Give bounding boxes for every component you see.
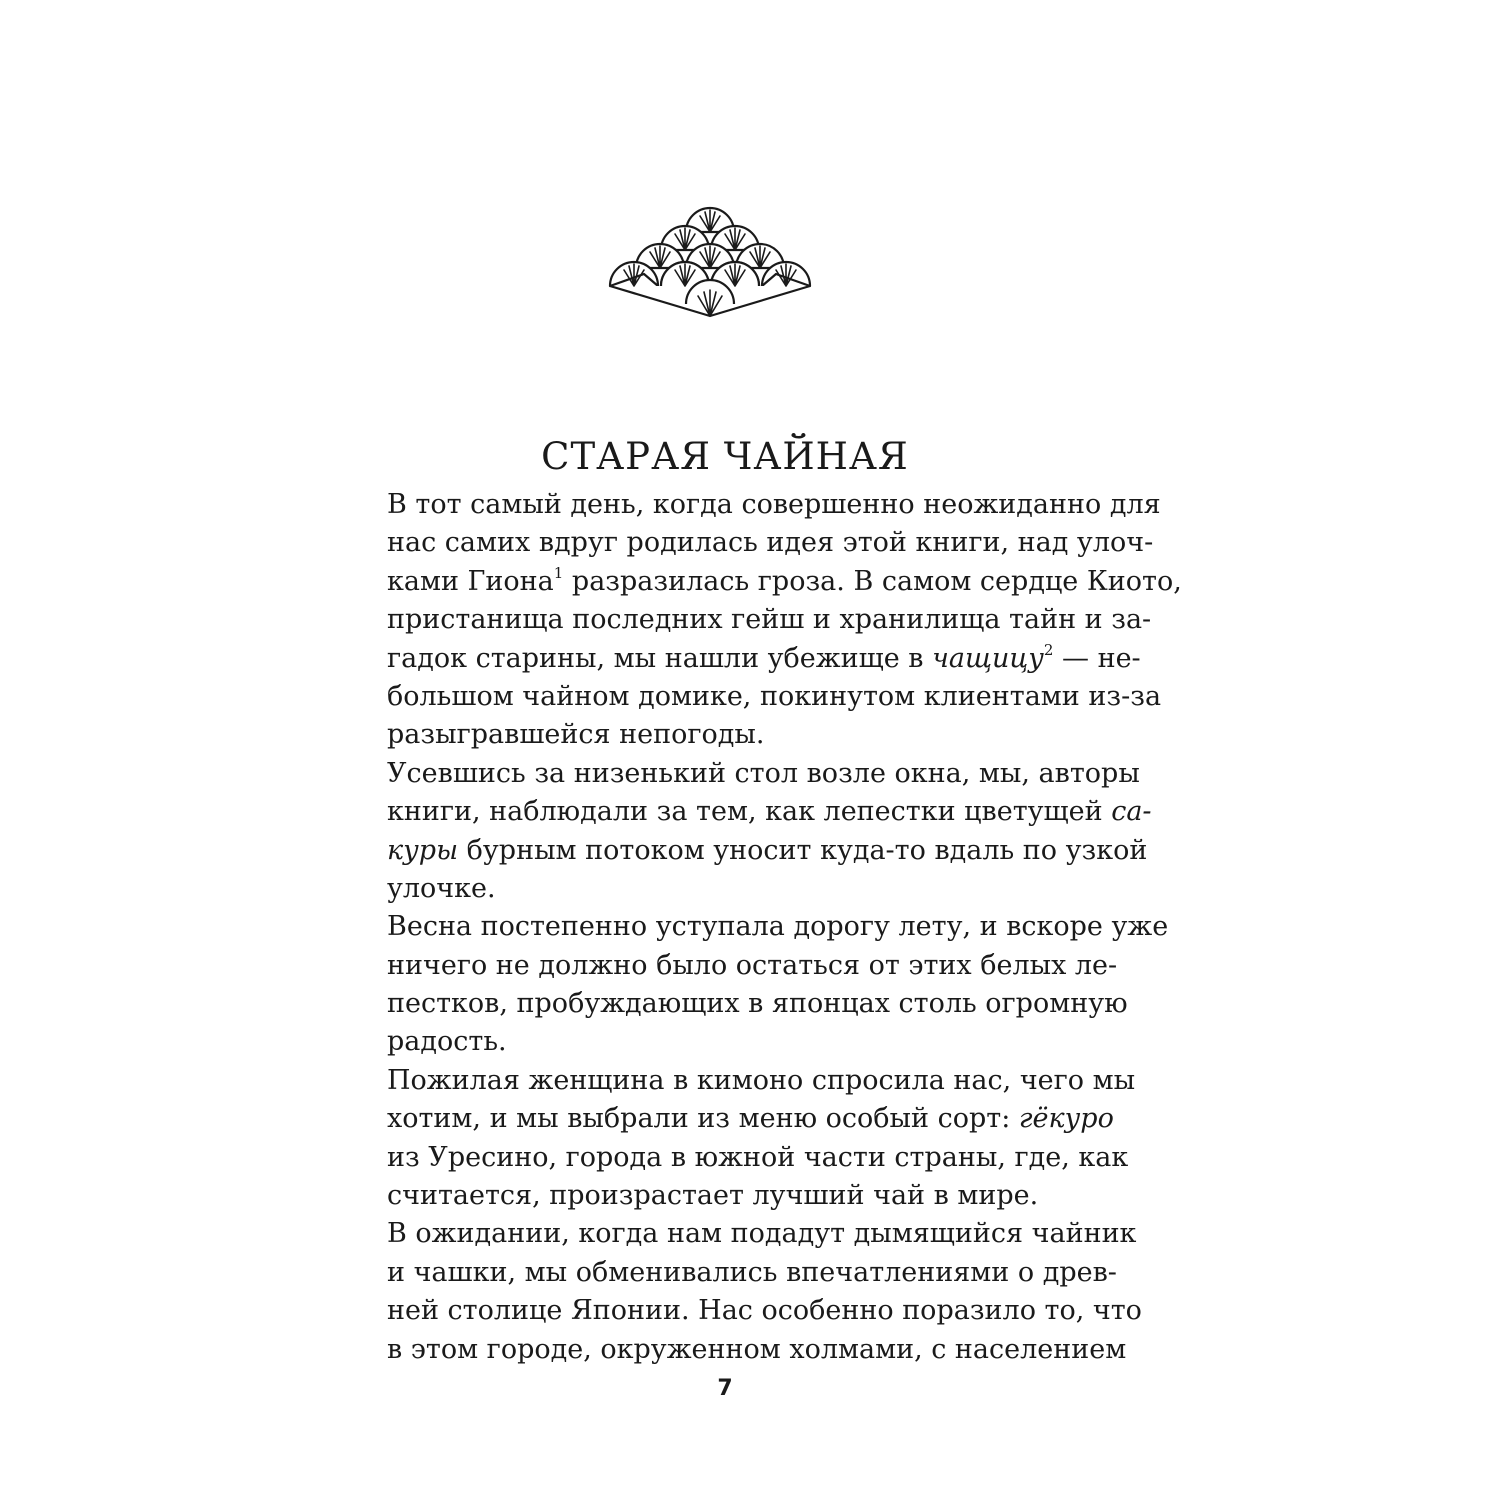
text-run: Пожилая женщина в кимоно спросила нас, чего мы	[387, 1064, 1136, 1096]
page-number: 7	[717, 1376, 733, 1401]
text-line	[387, 640, 1141, 678]
text-run: из Уресино, города в южной части страны, где, как	[387, 1141, 1129, 1173]
text-line	[387, 678, 1162, 716]
italic-term: са-	[1111, 796, 1152, 828]
text-line	[387, 793, 1152, 831]
text-line	[387, 1139, 1129, 1177]
text-run: нас самих вдруг родилась идея этой книги, над улоч-	[387, 527, 1154, 559]
text-run: Весна постепенно уступала дорогу лету, и вскоре уже	[387, 911, 1169, 943]
text-run: считается, произрастает лучший чай в мире.	[387, 1180, 1039, 1212]
text-line	[387, 908, 1169, 946]
text-run: хотим, и мы выбрали из меню особый сорт:	[387, 1103, 1019, 1135]
sakura-wave-ornament-icon	[604, 192, 816, 320]
text-run: книги, наблюдали за тем, как лепестки цветущей	[387, 796, 1112, 828]
italic-term: гёкуро	[1018, 1103, 1114, 1135]
text-run: бурным потоком уносит куда-то вдаль по узкой	[458, 834, 1148, 866]
text-line	[387, 947, 1118, 985]
text-run: улочке.	[387, 872, 496, 904]
text-run: В тот самый день, когда совершенно неожиданно для	[387, 489, 1161, 520]
text-line	[387, 1331, 1127, 1369]
text-line	[387, 716, 1075, 754]
text-line	[387, 524, 1154, 562]
text-run: большом чайном домике, покинутом клиентами из-за	[387, 680, 1162, 712]
text-run: разразилась гроза. В самом сердце Киото,	[563, 565, 1182, 597]
text-line	[387, 1023, 1075, 1061]
text-run: Усевшись за низенький стол возле окна, мы, авторы	[387, 757, 1140, 789]
chapter-title: СТАРАЯ ЧАЙНАЯ	[541, 434, 909, 478]
text-line	[387, 1254, 1117, 1292]
text-run: в этом городе, окруженном холмами, с населением	[387, 1333, 1127, 1365]
text-line	[387, 870, 1075, 908]
text-run: гадок старины, мы нашли убежище в	[387, 642, 933, 674]
text-line	[387, 1215, 1137, 1253]
text-line	[387, 985, 1128, 1023]
text-line	[387, 486, 1161, 524]
text-run: пристанища последних гейш и хранилища тайн и за-	[387, 604, 1152, 636]
text-run: ничего не должно было остаться от этих белых ле-	[387, 949, 1118, 981]
italic-term: чащицу	[932, 642, 1044, 674]
text-line	[387, 1292, 1142, 1330]
body-text	[387, 486, 1182, 1369]
footnote-marker: 2	[1043, 640, 1054, 659]
text-run: и чашки, мы обменивались впечатлениями о древ-	[387, 1256, 1117, 1288]
text-run: ками Гиона	[387, 565, 554, 597]
text-line	[387, 563, 1182, 601]
italic-term: куры	[387, 834, 459, 866]
text-run: ней столице Японии. Нас особенно поразило то, что	[387, 1295, 1142, 1327]
text-line	[387, 755, 1140, 793]
text-line	[387, 832, 1148, 870]
text-run: — не-	[1053, 642, 1141, 674]
text-run: В ожидании, когда нам подадут дымящийся чайник	[387, 1218, 1137, 1250]
text-run: радость.	[387, 1026, 507, 1058]
text-line	[387, 601, 1152, 639]
text-line	[387, 1177, 1075, 1215]
text-line	[387, 1062, 1136, 1100]
text-line	[387, 1100, 1114, 1138]
footnote-marker: 1	[553, 563, 564, 582]
text-run: пестков, пробуждающих в японцах столь огромную	[387, 988, 1128, 1020]
text-run: разыгравшейся непогоды.	[387, 719, 765, 751]
